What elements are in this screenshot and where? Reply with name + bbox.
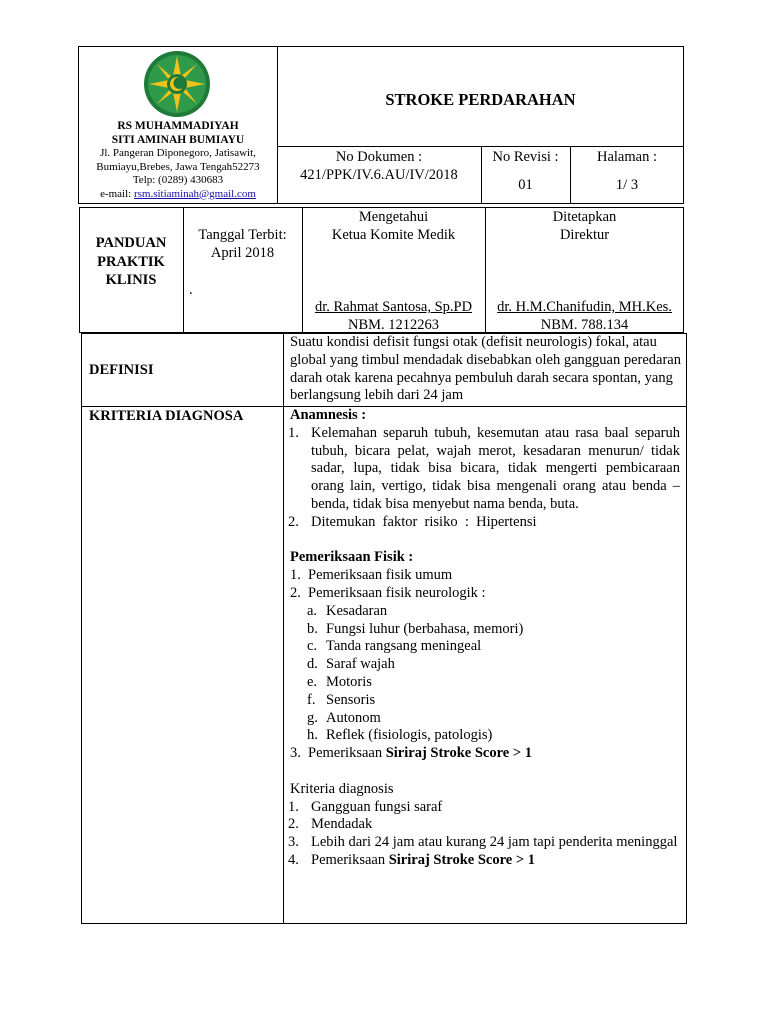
issue-date-value: April 2018 xyxy=(210,245,275,261)
list-text: Ditemukan faktor risiko : Hipertensi xyxy=(311,513,537,530)
sub-list-text: Sensoris xyxy=(326,691,376,708)
fisik-title: Pemeriksaan Fisik : xyxy=(290,549,414,566)
document-title: STROKE PERDARAHAN xyxy=(385,90,576,109)
hospital-name-line2: SITI AMINAH BUMIAYU xyxy=(111,134,245,146)
sub-list-text: Fungsi luhur (berbahasa, memori) xyxy=(326,620,524,637)
sub-list-text: Autonom xyxy=(326,709,381,726)
list-number: 1. xyxy=(288,798,299,815)
list-text: Lebih dari 24 jam atau kurang 24 jam tapi penderita meninggal xyxy=(311,834,678,851)
list-item xyxy=(288,799,680,817)
page-value: 1/ 3 xyxy=(615,177,639,193)
address-line2: Bumiayu,Brebes, Jawa Tengah52273 xyxy=(96,160,260,173)
sub-list-letter: e. xyxy=(307,673,318,690)
sub-list-item xyxy=(288,621,680,639)
set-by-signature xyxy=(485,298,684,334)
doc-number-value: 421/PPK/IV.6.AU/IV/2018 xyxy=(300,167,458,183)
phone-text: Telp: (0289) 430683 xyxy=(132,174,224,186)
address-line1: Jl. Pangeran Diponegoro, Jatisawit, xyxy=(100,147,256,159)
page-label: Halaman : xyxy=(597,149,657,165)
page-cell xyxy=(570,148,684,194)
set-by-nbm: NBM. 788.134 xyxy=(540,317,629,333)
list-text: Pemeriksaan fisik umum xyxy=(308,567,453,584)
issue-date-dot: . xyxy=(189,282,193,298)
doc-number-label: No Dokumen : xyxy=(335,149,423,165)
sub-list-letter: b. xyxy=(307,620,318,637)
revision-cell xyxy=(481,148,570,194)
hospital-logo xyxy=(143,50,211,118)
definisi-label: DEFINISI xyxy=(89,362,154,378)
hospital-name-line1: RS MUHAMMADIYAH xyxy=(117,120,239,132)
set-by-role: Direktur xyxy=(559,227,610,243)
sub-list-item xyxy=(288,603,680,621)
sub-list-letter: g. xyxy=(307,709,318,726)
list-number: 4. xyxy=(288,851,299,868)
sub-list-letter: f. xyxy=(307,691,316,708)
list-item xyxy=(288,585,680,603)
sub-list-item xyxy=(288,727,680,745)
known-by-name: dr. Rahmat Santosa, Sp.PD xyxy=(314,299,473,315)
fisik-sub-list xyxy=(288,603,680,745)
list-text: Kelemahan separuh tubuh, kesemutan atau rasa baal separuh tubuh, bicara pelat, wajah merot, kesadaran menurun/ tidak sadar, lupa, tidak bisa bicara, tidak mengerti pembicaraan orang lain, vertigo, tidak bisa mengenali orang atau benda – benda, tidak bisa menyebut nama benda, buta. xyxy=(311,424,680,512)
set-by-cell xyxy=(485,208,684,244)
list-item xyxy=(288,514,680,532)
list-number: 1. xyxy=(290,567,301,584)
list-item xyxy=(288,567,680,585)
document-type xyxy=(79,234,183,290)
sub-list-item xyxy=(288,674,680,692)
kriteria-list xyxy=(288,799,680,870)
set-by-name: dr. H.M.Chanifudin, MH.Kes. xyxy=(497,299,672,315)
sub-list-text: Tanda rangsang meningeal xyxy=(326,638,482,655)
known-by-signature xyxy=(302,298,485,334)
known-by-label: Mengetahui xyxy=(358,209,429,225)
sub-list-item xyxy=(288,710,680,728)
anamnesis-list xyxy=(288,425,680,532)
list-number: 1. xyxy=(288,424,299,441)
sub-list-item xyxy=(288,656,680,674)
hospital-name xyxy=(79,119,277,147)
content-divider xyxy=(283,333,284,924)
revision-value: 01 xyxy=(518,177,533,193)
list-text: Gangguan fungsi saraf xyxy=(311,798,443,815)
list-text: Pemeriksaan xyxy=(311,851,389,868)
list-item xyxy=(288,425,680,514)
kriteria-content xyxy=(288,407,680,870)
kriteria-diagnosa-label: KRITERIA DIAGNOSA xyxy=(89,408,244,424)
email-line xyxy=(79,188,277,202)
known-by-cell xyxy=(302,208,485,244)
sub-list-letter: d. xyxy=(307,656,318,673)
doc-number-cell xyxy=(277,148,481,184)
issue-date-cell xyxy=(183,226,302,262)
list-text: Mendadak xyxy=(311,816,373,833)
sub-list-letter: c. xyxy=(307,638,318,655)
email-label: e-mail: xyxy=(100,187,134,200)
hospital-address xyxy=(79,147,277,201)
list-number: 3. xyxy=(290,745,301,762)
list-text-bold: Siriraj Stroke Score > 1 xyxy=(385,745,532,762)
sub-list-text: Motoris xyxy=(326,673,372,690)
list-text: Pemeriksaan xyxy=(308,745,386,762)
email-link[interactable]: rsm.sitiaminah@gmail.com xyxy=(133,187,256,200)
list-item xyxy=(288,852,680,870)
revision-label: No Revisi : xyxy=(492,149,559,165)
known-by-role: Ketua Komite Medik xyxy=(331,227,456,243)
definisi-text: Suatu kondisi defisit fungsi otak (defisit neurologis) fokal, atau global yang timbul mendadak disebabkan oleh gangguan peredaran darah otak karena pecahnya pembuluh darah secara spontan, yang berlangsung lebih dari 24 jam xyxy=(290,334,681,404)
list-item xyxy=(288,745,680,763)
list-item xyxy=(288,834,680,852)
document-type-line2: PRAKTIK xyxy=(97,253,165,270)
sub-list-item xyxy=(288,692,680,710)
sub-list-letter: a. xyxy=(307,602,318,619)
sub-list-text: Reflek (fisiologis, patologis) xyxy=(326,727,493,744)
issue-date-label: Tanggal Terbit: xyxy=(198,227,287,243)
sub-list-text: Saraf wajah xyxy=(326,656,395,673)
set-by-label: Ditetapkan xyxy=(552,209,617,225)
sub-list-text: Kesadaran xyxy=(326,602,388,619)
known-by-nbm: NBM. 1212263 xyxy=(347,317,440,333)
list-number: 2. xyxy=(290,584,301,601)
list-number: 2. xyxy=(288,513,299,530)
list-text: Pemeriksaan fisik neurologik : xyxy=(308,584,486,601)
kriteria-title: Kriteria diagnosis xyxy=(290,780,394,797)
sub-list-letter: h. xyxy=(307,727,318,744)
list-number: 3. xyxy=(288,834,299,851)
list-number: 2. xyxy=(288,816,299,833)
sub-list-item xyxy=(288,638,680,656)
document-type-line3: KLINIS xyxy=(105,272,157,288)
list-item xyxy=(288,816,680,834)
document-type-line1: PANDUAN xyxy=(95,235,167,251)
anamnesis-title: Anamnesis : xyxy=(290,407,367,423)
list-text-bold: Siriraj Stroke Score > 1 xyxy=(388,851,535,868)
